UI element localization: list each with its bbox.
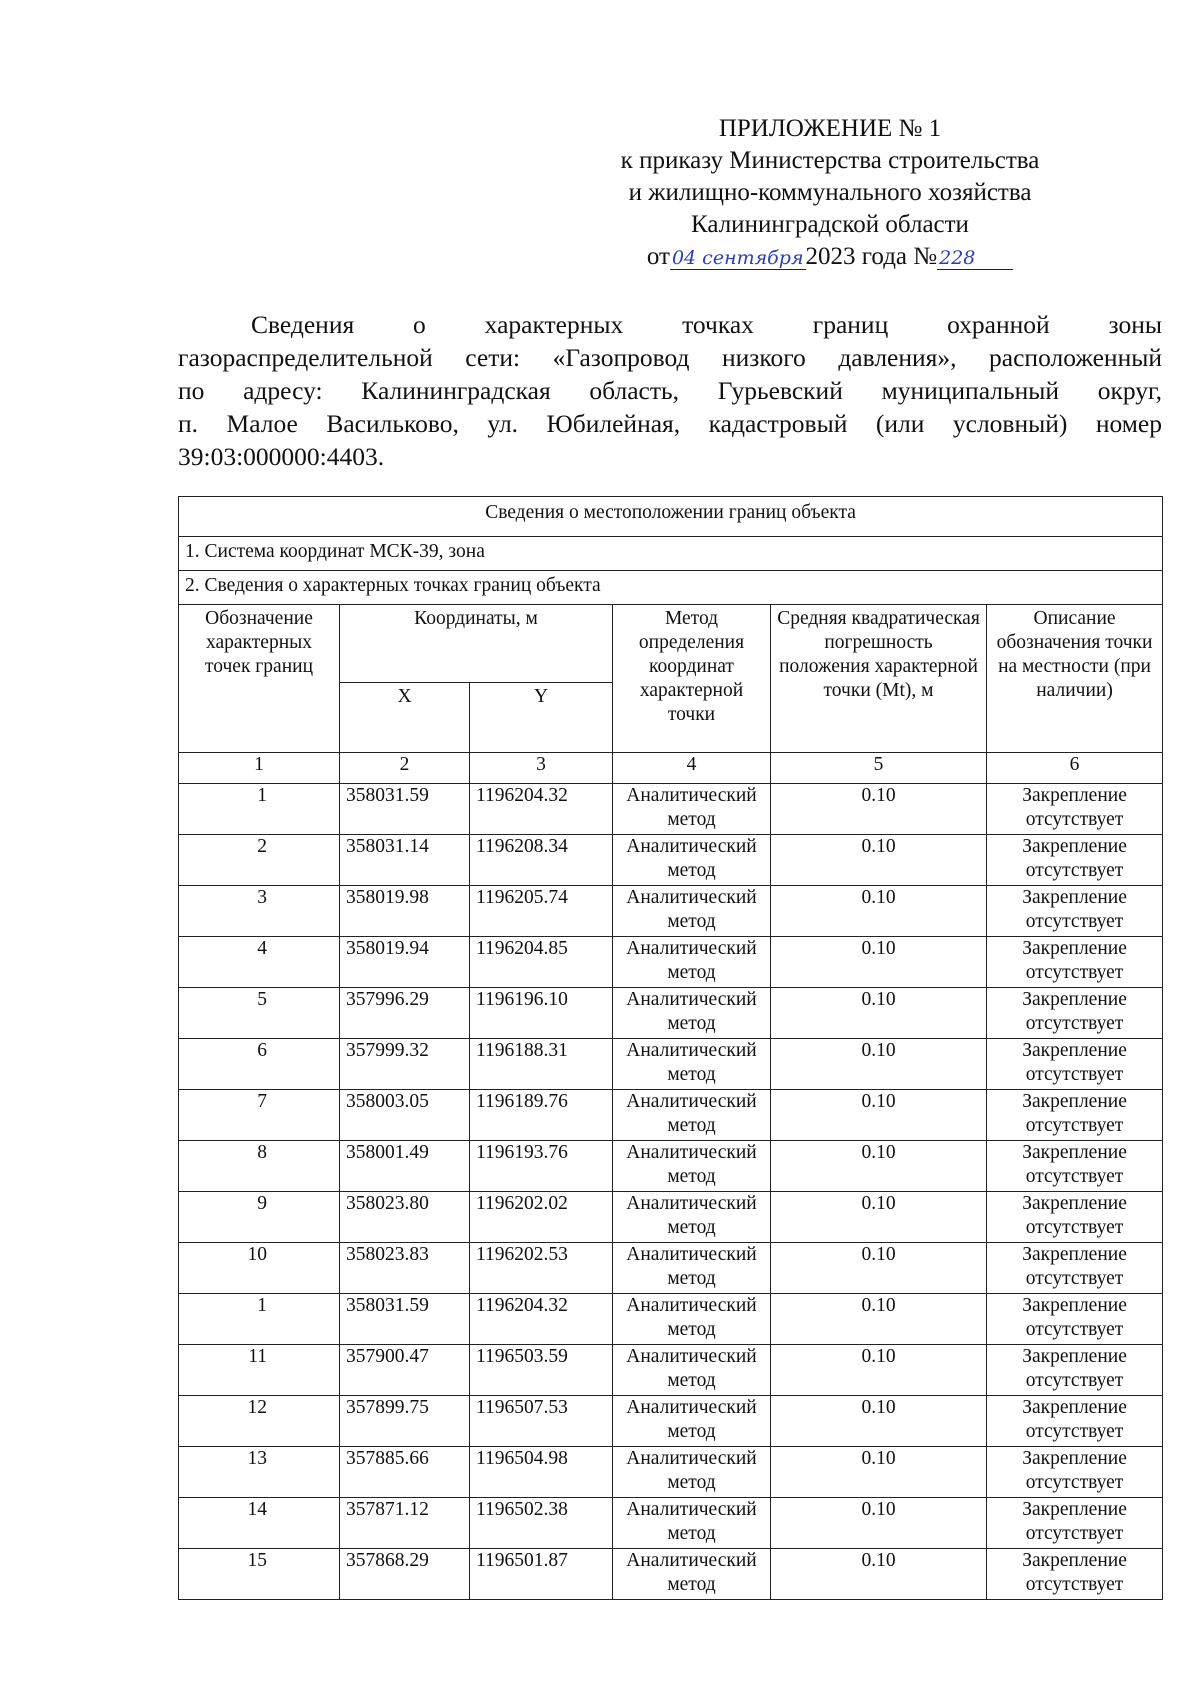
point-cell: 1 xyxy=(179,784,340,835)
x-cell: 358019.94 xyxy=(340,937,470,988)
paragraph-line: п. Малое Васильково, ул. Юбилейная, кадастровый (или условный) номер xyxy=(178,409,1162,438)
description-cell: Закрепление отсутствует xyxy=(987,1345,1163,1396)
error-cell: 0.10 xyxy=(771,1498,987,1549)
y-cell: 1196504.98 xyxy=(470,1447,613,1498)
paragraph-line: по адресу: Калининградская область, Гурьевский муниципальный округ, xyxy=(178,376,1162,405)
point-cell: 13 xyxy=(179,1447,340,1498)
column-number: 6 xyxy=(987,753,1163,784)
description-cell: Закрепление отсутствует xyxy=(987,1498,1163,1549)
x-cell: 358001.49 xyxy=(340,1141,470,1192)
y-cell: 1196208.34 xyxy=(470,835,613,886)
point-cell: 9 xyxy=(179,1192,340,1243)
x-cell: 358023.80 xyxy=(340,1192,470,1243)
order-date-line xyxy=(560,241,1100,273)
method-cell: Аналитический метод xyxy=(613,1039,771,1090)
handwritten-order-number: 228 xyxy=(937,247,1013,270)
from-label: от xyxy=(646,243,670,270)
error-cell: 0.10 xyxy=(771,1090,987,1141)
description-cell: Закрепление отсутствует xyxy=(987,1294,1163,1345)
order-reference-line: к приказу Министерства строительства xyxy=(620,147,1040,174)
x-cell: 357996.29 xyxy=(340,988,470,1039)
table-row xyxy=(179,1549,1163,1600)
y-cell: 1196202.02 xyxy=(470,1192,613,1243)
table-row xyxy=(179,835,1163,886)
table-row xyxy=(179,988,1163,1039)
description-cell: Закрепление отсутствует xyxy=(987,835,1163,886)
x-cell: 358003.05 xyxy=(340,1090,470,1141)
error-cell: 0.10 xyxy=(771,886,987,937)
x-cell: 357871.12 xyxy=(340,1498,470,1549)
description-cell: Закрепление отсутствует xyxy=(987,784,1163,835)
table-row xyxy=(179,1396,1163,1447)
y-cell: 1196205.74 xyxy=(470,886,613,937)
description-cell: Закрепление отсутствует xyxy=(987,1141,1163,1192)
header-error: Средняя квадратическая погрешность положения характерной точки (Mt), м xyxy=(771,605,987,753)
error-cell: 0.10 xyxy=(771,1192,987,1243)
table-row xyxy=(179,1447,1163,1498)
table-row xyxy=(179,1294,1163,1345)
method-cell: Аналитический метод xyxy=(613,1141,771,1192)
table-row xyxy=(179,1039,1163,1090)
error-cell: 0.10 xyxy=(771,988,987,1039)
description-cell: Закрепление отсутствует xyxy=(987,937,1163,988)
point-cell: 5 xyxy=(179,988,340,1039)
table-row xyxy=(179,937,1163,988)
description-cell: Закрепление отсутствует xyxy=(987,1039,1163,1090)
y-cell: 1196204.85 xyxy=(470,937,613,988)
appendix-title: ПРИЛОЖЕНИЕ № 1 xyxy=(718,115,942,142)
y-cell: 1196188.31 xyxy=(470,1039,613,1090)
error-cell: 0.10 xyxy=(771,1345,987,1396)
method-cell: Аналитический метод xyxy=(613,988,771,1039)
points-section-row: 2. Сведения о характерных точках границ объекта xyxy=(179,571,1163,605)
header-x: X xyxy=(340,683,470,753)
method-cell: Аналитический метод xyxy=(613,784,771,835)
point-cell: 6 xyxy=(179,1039,340,1090)
paragraph-line: Сведения о характерных точках границ охранной зоны xyxy=(251,310,1162,339)
x-cell: 357868.29 xyxy=(340,1549,470,1600)
method-cell: Аналитический метод xyxy=(613,1243,771,1294)
column-number: 5 xyxy=(771,753,987,784)
header-point: Обозначение характерных точек границ xyxy=(179,605,340,753)
x-cell: 358031.14 xyxy=(340,835,470,886)
description-cell: Закрепление отсутствует xyxy=(987,886,1163,937)
description-cell: Закрепление отсутствует xyxy=(987,1549,1163,1600)
description-cell: Закрепление отсутствует xyxy=(987,988,1163,1039)
point-cell: 2 xyxy=(179,835,340,886)
error-cell: 0.10 xyxy=(771,1294,987,1345)
table-row xyxy=(179,886,1163,937)
column-number-row xyxy=(179,753,1163,784)
y-cell: 1196204.32 xyxy=(470,784,613,835)
boundary-points-table xyxy=(178,496,1163,1600)
x-cell: 358031.59 xyxy=(340,784,470,835)
method-cell: Аналитический метод xyxy=(613,1345,771,1396)
method-cell: Аналитический метод xyxy=(613,1090,771,1141)
description-cell: Закрепление отсутствует xyxy=(987,1192,1163,1243)
paragraph-line: газораспределительной сети: «Газопровод низкого давления», расположенный xyxy=(178,343,1162,372)
header-method: Метод определения координат характерной точки xyxy=(613,605,771,753)
point-cell: 12 xyxy=(179,1396,340,1447)
error-cell: 0.10 xyxy=(771,1141,987,1192)
description-cell: Закрепление отсутствует xyxy=(987,1396,1163,1447)
method-cell: Аналитический метод xyxy=(613,1192,771,1243)
point-cell: 7 xyxy=(179,1090,340,1141)
point-cell: 3 xyxy=(179,886,340,937)
method-cell: Аналитический метод xyxy=(613,1549,771,1600)
error-cell: 0.10 xyxy=(771,937,987,988)
ministry-line: и жилищно-коммунального хозяйства xyxy=(628,179,1032,206)
paragraph-line: 39:03:000000:4403. xyxy=(178,442,385,471)
point-cell: 8 xyxy=(179,1141,340,1192)
x-cell: 358019.98 xyxy=(340,886,470,937)
description-cell: Закрепление отсутствует xyxy=(987,1090,1163,1141)
table-row xyxy=(179,1243,1163,1294)
y-cell: 1196196.10 xyxy=(470,988,613,1039)
column-number: 1 xyxy=(179,753,340,784)
method-cell: Аналитический метод xyxy=(613,835,771,886)
x-cell: 357900.47 xyxy=(340,1345,470,1396)
header-y: Y xyxy=(470,683,613,753)
column-number: 4 xyxy=(613,753,771,784)
method-cell: Аналитический метод xyxy=(613,1498,771,1549)
point-cell: 10 xyxy=(179,1243,340,1294)
region-line: Калининградской области xyxy=(691,211,969,238)
year-label: 2023 года № xyxy=(805,243,938,270)
description-cell: Закрепление отсутствует xyxy=(987,1447,1163,1498)
column-number: 3 xyxy=(470,753,613,784)
y-cell: 1196189.76 xyxy=(470,1090,613,1141)
x-cell: 357899.75 xyxy=(340,1396,470,1447)
error-cell: 0.10 xyxy=(771,1396,987,1447)
description-cell: Закрепление отсутствует xyxy=(987,1243,1163,1294)
table-row xyxy=(179,1090,1163,1141)
point-cell: 1 xyxy=(179,1294,340,1345)
handwritten-date: 04 сентября xyxy=(671,247,804,269)
error-cell: 0.10 xyxy=(771,1447,987,1498)
intro-paragraph xyxy=(178,308,1162,473)
point-cell: 4 xyxy=(179,937,340,988)
error-cell: 0.10 xyxy=(771,784,987,835)
y-cell: 1196501.87 xyxy=(470,1549,613,1600)
method-cell: Аналитический метод xyxy=(613,1396,771,1447)
table-row xyxy=(179,1192,1163,1243)
point-cell: 11 xyxy=(179,1345,340,1396)
table-row xyxy=(179,784,1163,835)
y-cell: 1196502.38 xyxy=(470,1498,613,1549)
method-cell: Аналитический метод xyxy=(613,886,771,937)
point-cell: 14 xyxy=(179,1498,340,1549)
error-cell: 0.10 xyxy=(771,835,987,886)
error-cell: 0.10 xyxy=(771,1243,987,1294)
method-cell: Аналитический метод xyxy=(613,1294,771,1345)
table-row xyxy=(179,1498,1163,1549)
error-cell: 0.10 xyxy=(771,1549,987,1600)
point-cell: 15 xyxy=(179,1549,340,1600)
y-cell: 1196507.53 xyxy=(470,1396,613,1447)
table-caption: Сведения о местоположении границ объекта xyxy=(179,497,1163,537)
table-row xyxy=(179,1141,1163,1192)
method-cell: Аналитический метод xyxy=(613,1447,771,1498)
x-cell: 358031.59 xyxy=(340,1294,470,1345)
method-cell: Аналитический метод xyxy=(613,937,771,988)
error-cell: 0.10 xyxy=(771,1039,987,1090)
y-cell: 1196503.59 xyxy=(470,1345,613,1396)
x-cell: 357885.66 xyxy=(340,1447,470,1498)
table-row xyxy=(179,1345,1163,1396)
x-cell: 357999.32 xyxy=(340,1039,470,1090)
y-cell: 1196193.76 xyxy=(470,1141,613,1192)
y-cell: 1196202.53 xyxy=(470,1243,613,1294)
header-description: Описание обозначения точки на местности (при наличии) xyxy=(987,605,1163,753)
y-cell: 1196204.32 xyxy=(470,1294,613,1345)
column-number: 2 xyxy=(340,753,470,784)
coordinate-system-row: 1. Система координат МСК-39, зона xyxy=(179,537,1163,571)
header-coordinates: Координаты, м xyxy=(340,605,613,683)
document-header xyxy=(560,113,1100,273)
x-cell: 358023.83 xyxy=(340,1243,470,1294)
